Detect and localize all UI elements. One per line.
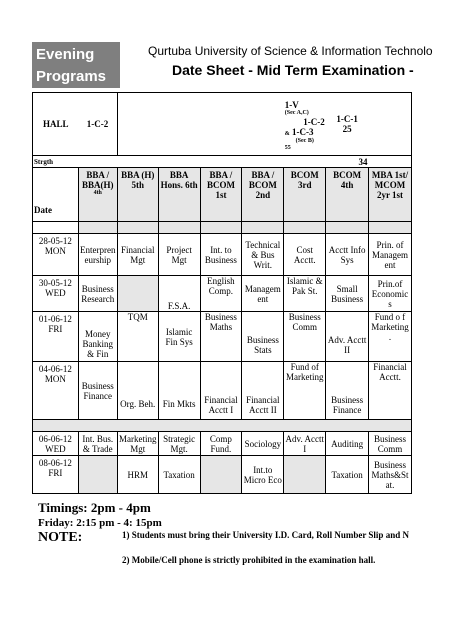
col-8-line-2: MCOM [374,180,406,190]
row-1-c3: Project Mgt [158,234,200,276]
col-2-line-1: BBA (H) [121,170,155,180]
row-3-date: 01-06-12 [38,314,72,324]
row-1-c5: Technical & Bus Writ. [242,234,284,276]
row-4-c8: Financial Acctt. [369,362,412,420]
col-6-line-1: BCOM [290,170,319,180]
table-row [33,276,412,312]
timings: Timings: 2pm - 4pm [38,500,151,515]
page-title: Date Sheet - Mid Term Examination - [172,62,414,78]
row-3-c5: Business Stats [242,312,284,362]
col-8-line-3: 2yr 1st [376,190,404,200]
row-6-c8: Business Maths&St at. [369,456,412,494]
row-4-c4: Financial Acctt I [200,362,242,420]
col-2-line-2: 5th [131,180,144,190]
col-3-line-2: Hons. 6th [160,180,198,190]
row-2-c6: Islamic & Pak St. [284,276,326,312]
hall-c3-2: 25 [342,124,352,134]
col-1-line-3: 4th [93,190,102,196]
banner-line-2: Programs [36,68,107,85]
row-1-c2: Financial Mgt [117,234,158,276]
row-3-c6: Business Comm [284,312,326,362]
row-5-c1: Int. Bus. & Trade [78,432,117,456]
row-3-c4: Business Maths [200,312,242,362]
col-5-line-3: 2nd [255,190,271,200]
hall-mid-1: 1-V [284,100,299,110]
table-row [33,312,412,362]
row-5-date: 06-06-12 [38,434,72,444]
spacer-row [33,222,412,234]
hall-mid-3: 1-C-2 [303,117,325,127]
note-1: 1) Students must bring their University I.D. Card, Roll Number Slip and N [122,530,409,540]
row-5-c7: Auditing [326,432,369,456]
row-1-date: 28-05-12 [38,236,72,246]
row-6-c3: Taxation [158,456,200,494]
table-row [33,362,412,420]
row-6-c6 [284,456,326,494]
row-5-c8: Business Comm [369,432,412,456]
table-row [33,456,412,494]
strength-row [33,156,412,168]
col-1-line-1: BBA / [86,170,110,180]
row-2-date: 30-05-12 [38,278,72,288]
row-4-c5: Financial Acctt II [242,362,284,420]
col-6-line-2: 3rd [298,180,312,190]
hall-mid-7: 55 [284,145,291,151]
col-7-line-1: BCOM [333,170,362,180]
col-4-line-2: BCOM [206,180,235,190]
date-header: Date [34,205,52,215]
hall-row [33,93,412,156]
col-7-line-2: 4th [340,180,354,190]
col-3-line-1: BBA [169,170,189,180]
row-2-c3: F.S.A. [158,276,200,312]
hall-label: HALL [43,119,69,129]
row-6-c1 [78,456,117,494]
table-row [33,234,412,276]
row-2-c2 [117,276,158,312]
row-3-day: FRI [48,324,63,334]
hall-mid-4: & [284,131,290,137]
row-2-c1: Business Research [78,276,117,312]
note-2: 2) Mobile/Cell phone is strictly prohibited in the examination hall. [122,555,376,565]
row-2-c5: Managem ent [242,276,284,312]
note-label: NOTE: [38,530,83,545]
row-5-c5: Sociology [242,432,284,456]
row-1-c7: Acctt Info Sys [326,234,369,276]
row-5-c3: Strategic Mgt. [158,432,200,456]
row-5-c2: Marketing Mgt [118,433,157,454]
row-4-c1: Business Finance [78,362,117,420]
row-3-c8: Fund o f Marketing . [369,312,412,362]
university-name: Qurtuba University of Science & Information Technolo [148,44,433,58]
row-6-c5: Int.to Micro Eco [242,456,284,494]
banner-line-1: Evening [36,46,95,63]
col-4-line-3: 1st [215,190,227,200]
row-2-c4: English Comp. [200,276,242,312]
row-5-day: WED [45,444,66,454]
col-8-line-1: MBA 1st/ [371,170,409,180]
row-6-day: FRI [48,468,63,478]
hall-mid-2: (Sec A,C) [284,110,309,116]
row-3-c2: TQM [117,312,158,362]
row-1-day: MON [44,246,66,256]
col-5-line-2: BCOM [248,180,277,190]
row-6-date: 08-06-12 [38,458,72,468]
col-1-line-2: BBA(H) [81,180,114,190]
row-1-c1: Enterpren eurship [78,234,117,276]
row-4-c2: Org. Beh. [117,362,158,420]
row-6-c4 [200,456,242,494]
row-4-c7: Business Finance [326,362,369,420]
row-2-day: WED [45,288,66,298]
row-5-c4: Comp Fund. [200,432,242,456]
row-2-c8: Prin.of Economic s [369,276,412,312]
hall-c3-1: 1-C-1 [336,114,358,124]
row-1-c4: Int. to Business [200,234,242,276]
row-3-c7: Adv. Acctt II [326,312,369,362]
row-3-c3: Islamic Fin Sys [158,312,200,362]
row-6-c7: Taxation [326,456,369,494]
strength-label: Strgth [34,157,54,166]
row-4-c3: Fin Mkts [158,362,200,420]
row-3-c1: Money Banking & Fin [78,312,117,362]
hall-mid-5: 1-C-3 [292,127,314,137]
row-2-c7: Small Business [326,276,369,312]
row-4-day: MON [44,374,66,384]
row-4-date: 04-06-12 [38,364,72,374]
strength-value: 34 [358,156,368,167]
row-1-c6: Cost Acctt. [284,234,326,276]
hall-mid-6: (Sec B) [295,138,314,144]
hall-c1: 1-C-2 [86,119,109,129]
row-5-c6: Adv. Acctt I [285,433,324,454]
date-sheet-table [32,92,412,494]
row-6-c2: HRM [117,456,158,494]
row-1-c8: Prin. of Managem ent [369,234,412,276]
table-row [33,432,412,456]
spacer-row [33,420,412,432]
col-4-line-1: BBA / [209,170,233,180]
column-header-row [33,168,412,222]
friday-timings: Friday: 2:15 pm - 4: 15pm [38,517,162,529]
col-5-line-1: BBA / [251,170,275,180]
row-4-c6: Fund of Marketing [284,362,326,420]
